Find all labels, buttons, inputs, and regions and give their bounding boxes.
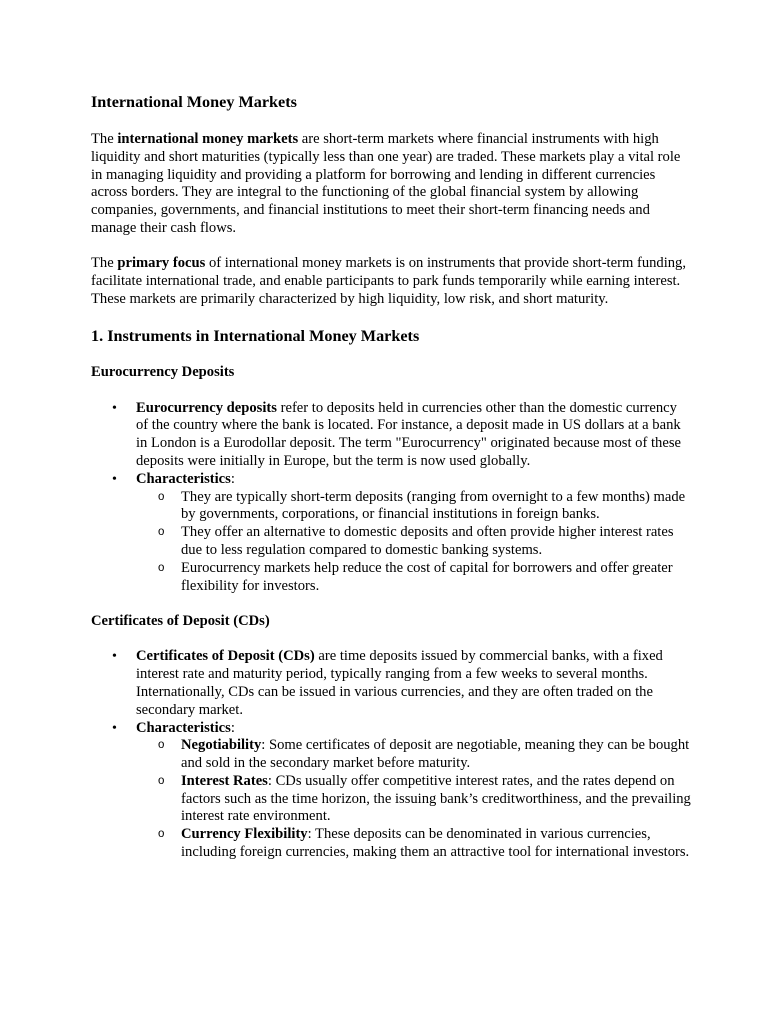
list-item-bold: Certificates of Deposit (CDs) [136, 648, 315, 665]
intro-paragraph-1 [91, 131, 691, 238]
list-item [91, 648, 691, 719]
eurocurrency-list [91, 400, 691, 596]
circle-bullet-icon: o [158, 774, 165, 787]
intro-p2-pre: The [91, 255, 118, 272]
sub-list-item-bold: Interest Rates [181, 772, 268, 789]
sub-list-item-text: They are typically short-term deposits (ranging from overnight to a few months) made by governments, corporations, or financial institutions in foreign banks. [181, 488, 686, 523]
bullet-icon: • [112, 720, 117, 736]
list-item-suffix: : [230, 470, 235, 487]
cds-characteristics-list [136, 737, 691, 862]
list-item-bold: Characteristics [136, 719, 231, 736]
section-heading-instruments: 1. Instruments in International Money Markets [91, 327, 420, 346]
intro-paragraph-2 [91, 255, 691, 308]
sub-list-item [136, 773, 691, 826]
list-item-bold: Characteristics [136, 470, 231, 487]
sub-list-item-text: : CDs usually offer competitive interest rates, and the rates depend on factors such as the time horizon, the issuing bank’s creditworthiness, and the prevailing interest rate environment. [181, 772, 691, 825]
list-item [91, 400, 691, 471]
document-title: International Money Markets [91, 93, 297, 111]
document-page [91, 92, 691, 879]
intro-p1-bold: international money markets [117, 131, 299, 147]
eurocurrency-characteristics-list [136, 489, 691, 596]
cds-list [91, 648, 691, 862]
sub-list-item-bold: Negotiability [181, 737, 262, 754]
sub-list-item-text: They offer an alternative to domestic deposits and often provide higher interest rates due to less regulation compared to domestic banking systems. [181, 524, 674, 559]
intro-p2-bold: primary focus [117, 255, 206, 272]
list-item-text: are time deposits issued by commercial banks, with a fixed interest rate and maturity period, typically ranging from a few weeks to several months. Internationally, CDs can be issued in various currencies, and they are often traded on the secondary market. [136, 648, 663, 718]
bullet-icon: • [112, 400, 117, 416]
sub-list-item [136, 524, 691, 560]
list-item-suffix: : [230, 719, 235, 736]
bullet-icon: • [112, 649, 117, 665]
sub-list-item-text: Eurocurrency markets help reduce the cost of capital for borrowers and offer greater flexibility for investors. [181, 559, 673, 594]
intro-p2-post: of international money markets is on instruments that provide short-term funding, facilitate international trade, and enable participants to park funds temporarily while earning interest. These markets are primarily characterized by high liquidity, low risk, and short maturity. [91, 255, 687, 307]
subheading-cds: Certificates of Deposit (CDs) [91, 613, 270, 630]
sub-list-item [136, 560, 691, 596]
circle-bullet-icon: o [158, 490, 165, 503]
subheading-eurocurrency: Eurocurrency Deposits [91, 364, 235, 381]
list-item [91, 471, 691, 596]
circle-bullet-icon: o [158, 561, 165, 574]
bullet-icon: • [112, 471, 117, 487]
intro-p1-post: are short-term markets where financial instruments with high liquidity and short maturities (typically less than one year) are traded. These markets play a vital role in managing liquidity and providing a platform for borrowing and lending in different currencies across borders. They are integral to the functioning of the global financial system by allowing companies, governments, and financial institutions to meet their short-term financing needs and manage their cash flows. [91, 131, 681, 236]
sub-list-item [136, 737, 691, 773]
circle-bullet-icon: o [158, 526, 165, 539]
list-item [91, 720, 691, 862]
sub-list-item-text: : Some certificates of deposit are negotiable, meaning they can be bought and sold in the secondary market before maturity. [181, 737, 690, 772]
sub-list-item-text: : These deposits can be denominated in various currencies, including foreign currencies, making them an attractive tool for international investors. [181, 826, 690, 861]
list-item-text: refer to deposits held in currencies other than the domestic currency of the country where the bank is located. For instance, a deposit made in US dollars at a bank in London is a Eurodollar deposit. The term "Eurocurrency" originated because most of these deposits were initially in Europe, but the term is now used globally. [136, 399, 681, 470]
sub-list-item [136, 826, 691, 862]
circle-bullet-icon: o [158, 739, 165, 752]
sub-list-item-bold: Currency Flexibility [181, 826, 308, 843]
sub-list-item [136, 489, 691, 525]
circle-bullet-icon: o [158, 828, 165, 841]
intro-p1-pre: The [91, 131, 118, 147]
list-item-bold: Eurocurrency deposits [136, 399, 277, 416]
